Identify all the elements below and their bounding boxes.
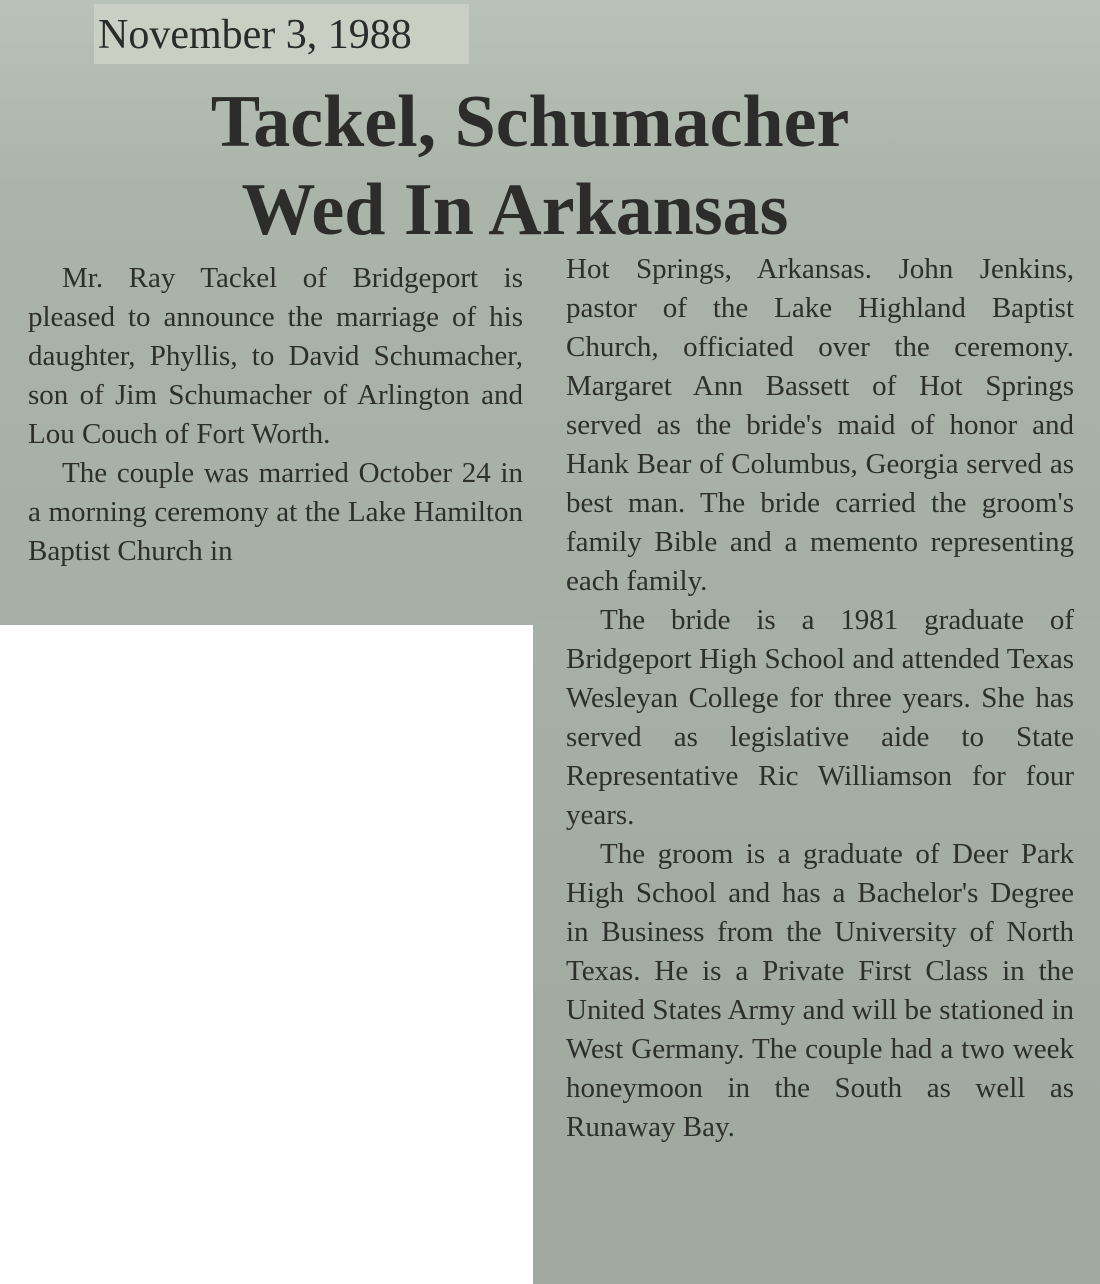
headline bbox=[0, 78, 1100, 254]
paragraph-ceremony-start: The couple was married October 24 in a morning ceremony at the Lake Hamilton Baptist Church in bbox=[28, 457, 523, 567]
article-column-right bbox=[566, 250, 1074, 1147]
paragraph-groom: The groom is a graduate of Deer Park High School and has a Bachelor's Degree in Business from the University of North Texas. He is a Private First Class in the United States Army and will be stationed in West Germany. The couple had a two week honeymoon in the South as well as Runaway Bay. bbox=[566, 838, 1074, 1143]
headline-line-2: Wed In Arkansas bbox=[241, 169, 789, 251]
headline-line-1: Tackel, Schumacher bbox=[210, 81, 850, 163]
clipping-date: November 3, 1988 bbox=[98, 12, 412, 58]
article-column-left bbox=[28, 259, 523, 571]
paragraph-announcement: Mr. Ray Tackel of Bridgeport is pleased to announce the marriage of his daughter, Phyllis, to David Schumacher, son of Jim Schumacher of Arlington and Lou Couch of Fort Worth. bbox=[28, 262, 523, 450]
paragraph-bride: The bride is a 1981 graduate of Bridgeport High School and attended Texas Wesleyan College for three years. She has served as legislative aide to State Representative Ric Williamson for four years. bbox=[566, 604, 1074, 831]
paragraph-ceremony-continued: Hot Springs, Arkansas. John Jenkins, pastor of the Lake Highland Baptist Church, officiated over the ceremony. Margaret Ann Bassett of Hot Springs served as the bride's maid of honor and Hank Bear of Columbus, Georgia served as best man. The bride carried the groom's family Bible and a memento representing each family. bbox=[566, 253, 1074, 597]
